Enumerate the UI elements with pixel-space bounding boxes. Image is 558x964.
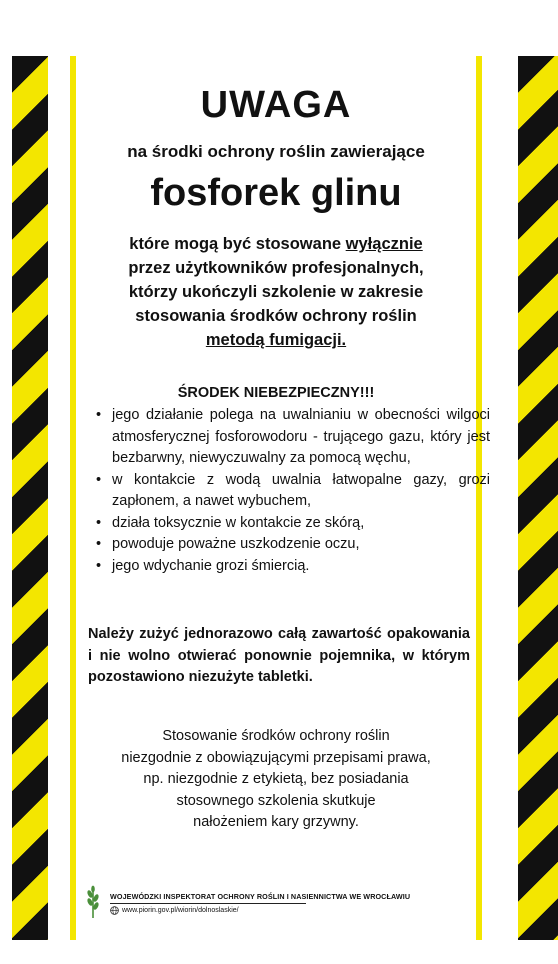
list-item: • działa toksycznie w kontakcie ze skórą, (112, 513, 490, 535)
intro-text (82, 232, 470, 352)
intro-line-2: przez użytkowników profesjonalnych, (128, 259, 424, 277)
hazard-list (90, 405, 490, 577)
list-item: • jego działanie polega na uwalnianiu w obecności wilgoci atmosferycznej fosforowodoru - trującego gazu, który jest bezbarwny, niewyczuwalny za pomocą węchu, (112, 405, 490, 470)
footer-divider (110, 903, 306, 904)
intro-line-5 (82, 328, 470, 352)
yellow-border-left (70, 56, 76, 940)
globe-icon (110, 906, 119, 915)
list-item: • jego wdychanie grozi śmiercią. (112, 556, 490, 578)
hazard-stripe-left (12, 56, 48, 940)
warning-title: UWAGA (200, 84, 352, 126)
penalty-line-4: stosownego szkolenia skutkuje (176, 792, 376, 809)
list-item: • w kontakcie z wodą uwalnia łatwopalne gazy, grozi zapłonem, a nawet wybuchem, (112, 470, 490, 513)
logo-wheat-icon (82, 884, 104, 920)
list-item: • powoduje poważne uszkodzenie oczu, (112, 534, 490, 556)
intro-line-4: stosowania środków ochrony roślin (135, 307, 417, 325)
footer (82, 884, 472, 924)
intro-exclusively: wyłącznie (345, 235, 423, 253)
substance-title: fosforek glinu (150, 172, 402, 214)
usage-notice: Należy zużyć jednorazowo całą zawartość opakowania i nie wolno otwierać ponownie pojemnika, w którym pozostawiono niezużyte tabletki. (88, 626, 470, 685)
hazard-stripe-right (518, 56, 558, 940)
penalty-line-5: nałożeniem kary grzywny. (193, 814, 359, 830)
warning-subtitle: na środki ochrony roślin zawierające (127, 142, 425, 161)
institution-name: WOJEWÓDZKI INSPEKTORAT OCHRONY ROŚLIN I NASIENNICTWA WE WROCŁAWIU (110, 892, 411, 901)
website-url[interactable]: www.piorin.gov.pl/wiorin/dolnoslaskie/ (122, 907, 239, 914)
intro-part-1: które mogą być stosowane (129, 235, 346, 253)
intro-line-3: którzy ukończyli szkolenie w zakresie (128, 283, 424, 301)
danger-heading: ŚRODEK NIEBEZPIECZNY!!! (177, 385, 375, 401)
intro-method: metodą fumigacji. (205, 331, 347, 349)
penalty-line-2: niezgodnie z obowiązującymi przepisami prawa, (121, 749, 431, 766)
penalty-text (82, 726, 470, 834)
intro-line-1 (82, 232, 470, 256)
penalty-line-1: Stosowanie środków ochrony roślin (162, 728, 390, 744)
penalty-line-3: np. niezgodnie z etykietą, bez posiadania (143, 771, 409, 787)
